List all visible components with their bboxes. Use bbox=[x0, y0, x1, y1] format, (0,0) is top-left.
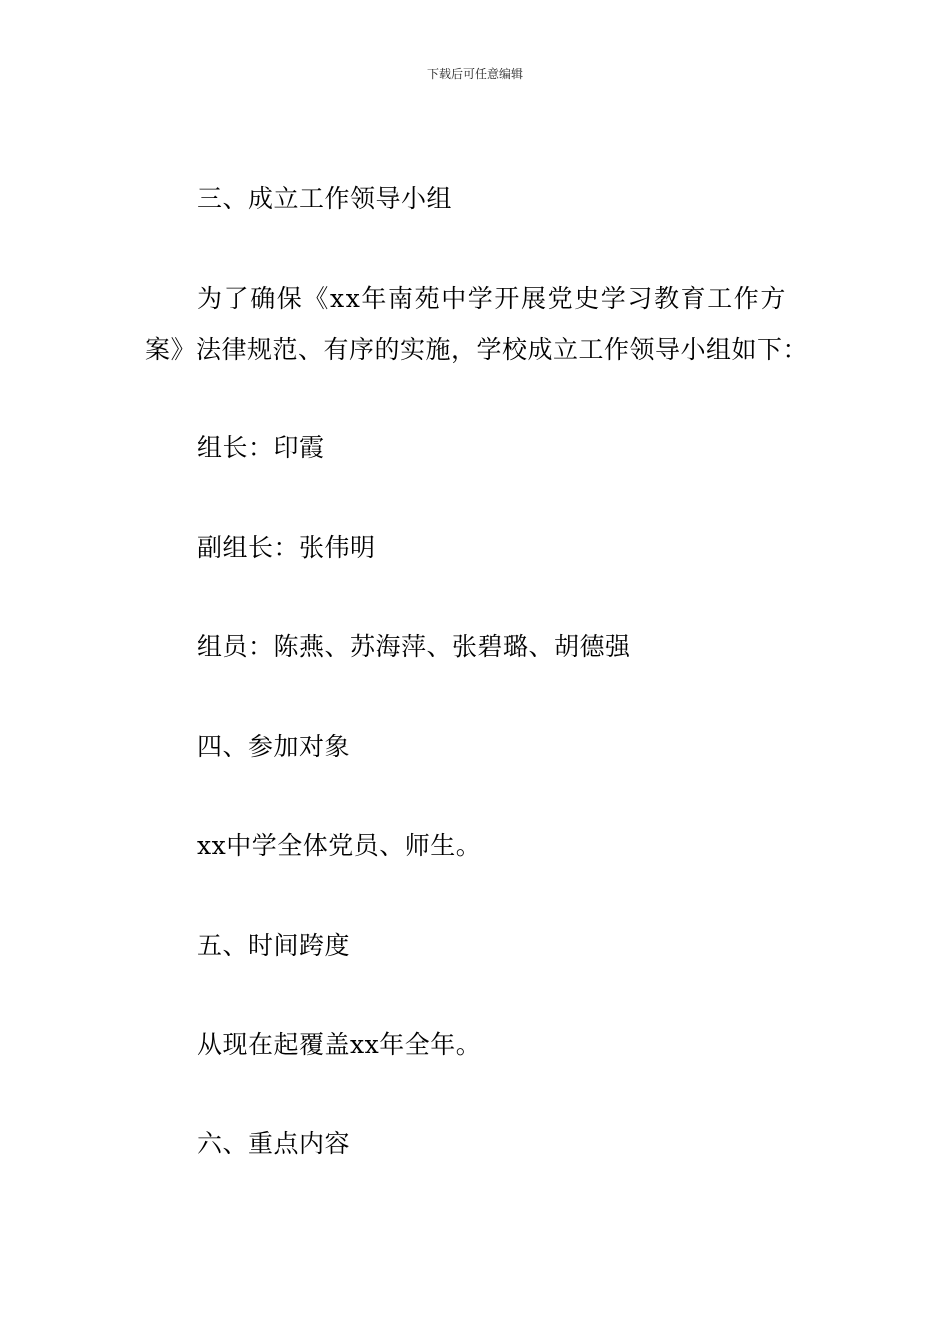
leader-line: 组长：印霞 bbox=[197, 433, 325, 462]
section-heading-6: 六、重点内容 bbox=[197, 1129, 351, 1158]
participants-line: xx中学全体党员、师生。 bbox=[197, 831, 482, 860]
deputy-leader-line: 副组长：张伟明 bbox=[197, 533, 376, 562]
header-note: 下载后可任意编辑 bbox=[426, 67, 523, 81]
section-heading-5: 五、时间跨度 bbox=[197, 931, 351, 960]
time-span-line: 从现在起覆盖xx年全年。 bbox=[197, 1030, 482, 1059]
section-heading-3: 三、成立工作领导小组 bbox=[197, 184, 453, 213]
paragraph-line-1: 为了确保《xx年南苑中学开展党史学习教育工作方 bbox=[197, 284, 787, 313]
paragraph-line-2: 案》法律规范、有序的实施，学校成立工作领导小组如下： bbox=[145, 335, 809, 364]
section-heading-4: 四、参加对象 bbox=[197, 732, 351, 761]
members-line: 组员：陈燕、苏海萍、张碧璐、胡德强 bbox=[197, 632, 631, 661]
